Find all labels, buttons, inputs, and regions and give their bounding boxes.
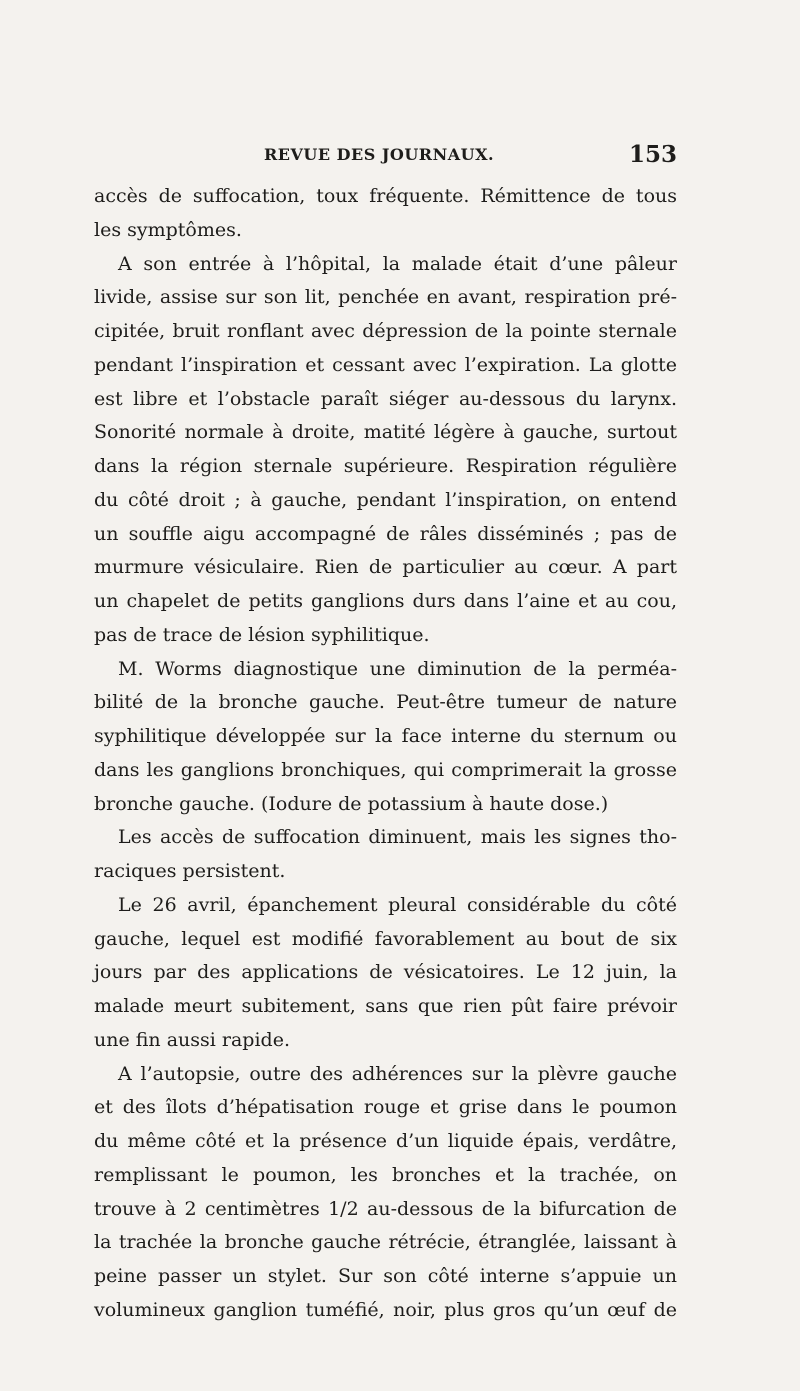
text-line: du côté droit ; à gauche, pendant l’inspiration, on entend	[94, 488, 677, 511]
text-line: cipitée, bruit ronflant avec dépression de la pointe sternale	[94, 320, 677, 342]
text-line: trouve à 2 centimètres 1/2 au-dessous de la bifurcation de	[94, 1197, 677, 1220]
text-line: accès de suffocation, toux fréquente. Rémittence de tous	[94, 185, 677, 207]
text-line: un chapelet de petits ganglions durs dans l’aine et au cou,	[94, 590, 677, 612]
text-line: malade meurt subitement, sans que rien pût faire prévoir	[94, 995, 677, 1017]
text-line: dans les ganglions bronchiques, qui comprimerait la grosse	[94, 758, 677, 781]
text-line: remplissant le poumon, les bronches et la trachée, on	[94, 1163, 677, 1186]
text-line: bronche gauche. (Iodure de potassium à haute dose.)	[94, 792, 609, 815]
text-line: Le 26 avril, épanchement pleural considérable du côté	[118, 893, 677, 916]
text-line: murmure vésiculaire. Rien de particulier au cœur. A part	[94, 556, 677, 579]
text-line: volumineux ganglion tuméfié, noir, plus gros qu’un œuf de	[94, 1298, 677, 1321]
text-line: la trachée la bronche gauche rétrécie, étranglée, laissant à	[94, 1231, 677, 1254]
text-line: syphilitique développée sur la face interne du sternum ou	[94, 725, 677, 747]
text-line: bilité de la bronche gauche. Peut-être tumeur de nature	[94, 691, 677, 714]
text-line: Les accès de suffocation diminuent, mais les signes tho-	[118, 826, 677, 849]
text-line: peine passer un stylet. Sur son côté interne s’appuie un	[94, 1265, 677, 1287]
text-line: A l’autopsie, outre des adhérences sur la plèvre gauche	[118, 1062, 677, 1085]
text-line: du même côté et la présence d’un liquide épais, verdâtre,	[94, 1130, 677, 1152]
text-line: A son entrée à l’hôpital, la malade était d’une pâleur	[118, 252, 677, 275]
header-title: REVUE DES JOURNAUX.	[264, 145, 495, 164]
text-line: Sonorité normale à droite, matité légère à gauche, surtout	[94, 421, 677, 444]
text-line: dans la région sternale supérieure. Respiration régulière	[94, 455, 677, 477]
body-text	[94, 180, 677, 1328]
text-line: gauche, lequel est modifié favorablement au bout de six	[94, 927, 677, 950]
text-line: est libre et l’obstacle paraît siéger au-dessous du larynx.	[94, 387, 677, 410]
text-line: les symptômes.	[94, 218, 242, 241]
text-line: une fin aussi rapide.	[94, 1028, 290, 1051]
text-line: un souffle aigu accompagné de râles disséminés ; pas de	[94, 522, 677, 545]
text-line: pendant l’inspiration et cessant avec l’expiration. La glotte	[94, 353, 677, 376]
page-number: 153	[628, 141, 677, 168]
text-line: livide, assise sur son lit, penchée en avant, respiration pré-	[94, 286, 677, 309]
text-line: raciques persistent.	[94, 860, 286, 882]
running-header	[94, 141, 677, 171]
text-line: jours par des applications de vésicatoires. Le 12 juin, la	[94, 961, 677, 984]
text-line: M. Worms diagnostique une diminution de la perméa-	[118, 657, 677, 680]
text-line: et des îlots d’hépatisation rouge et grise dans le poumon	[94, 1096, 677, 1119]
text-line: pas de trace de lésion syphilitique.	[94, 623, 430, 646]
